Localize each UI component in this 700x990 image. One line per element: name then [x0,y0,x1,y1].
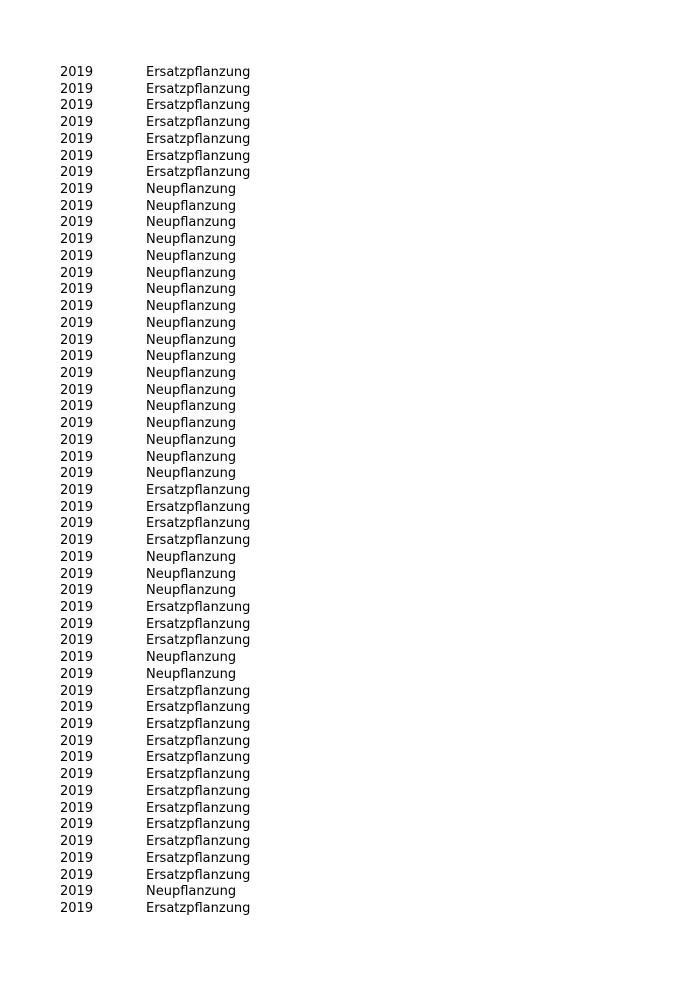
planting-type-cell: Neupflanzung [146,583,237,599]
table-row [0,533,700,550]
planting-type-cell: Ersatzpflanzung [146,867,251,883]
table-row [0,483,700,500]
planting-type-cell: Neupflanzung [146,282,237,298]
planting-table [0,65,700,918]
table-row [0,784,700,801]
planting-type-cell: Ersatzpflanzung [146,165,251,181]
year-cell: 2019 [60,416,94,432]
year-cell: 2019 [60,248,94,264]
table-row [0,182,700,199]
year-cell: 2019 [60,265,94,281]
table-row [0,550,700,567]
year-cell: 2019 [60,783,94,799]
year-cell: 2019 [60,700,94,716]
table-row [0,282,700,299]
table-row [0,851,700,868]
year-cell: 2019 [60,198,94,214]
table-row [0,82,700,99]
year-cell: 2019 [60,382,94,398]
table-row [0,316,700,333]
planting-type-cell: Neupflanzung [146,449,237,465]
table-row [0,232,700,249]
planting-type-cell: Ersatzpflanzung [146,900,251,916]
planting-type-cell: Ersatzpflanzung [146,750,251,766]
table-row [0,583,700,600]
year-cell: 2019 [60,800,94,816]
year-cell: 2019 [60,867,94,883]
table-row [0,617,700,634]
table-row [0,767,700,784]
year-cell: 2019 [60,299,94,315]
planting-type-cell: Ersatzpflanzung [146,733,251,749]
year-cell: 2019 [60,482,94,498]
table-row [0,399,700,416]
planting-type-cell: Neupflanzung [146,566,237,582]
table-row [0,299,700,316]
year-cell: 2019 [60,349,94,365]
planting-type-cell: Neupflanzung [146,650,237,666]
planting-type-cell: Ersatzpflanzung [146,767,251,783]
planting-type-cell: Ersatzpflanzung [146,600,251,615]
planting-type-cell: Ersatzpflanzung [146,616,251,632]
year-cell: 2019 [60,650,94,666]
planting-type-cell: Neupflanzung [146,416,237,432]
table-row [0,717,700,734]
table-row [0,884,700,901]
table-row [0,801,700,818]
table-row [0,750,700,767]
table-row [0,416,700,433]
year-cell: 2019 [60,733,94,749]
year-cell: 2019 [60,499,94,515]
year-cell: 2019 [60,449,94,465]
year-cell: 2019 [60,365,94,381]
table-row [0,165,700,182]
year-cell: 2019 [60,131,94,147]
year-cell: 2019 [60,81,94,97]
table-row [0,333,700,350]
planting-type-cell: Neupflanzung [146,248,237,264]
planting-type-cell: Neupflanzung [146,265,237,281]
planting-type-cell: Neupflanzung [146,315,237,331]
planting-type-cell: Ersatzpflanzung [146,817,251,833]
table-row [0,567,700,584]
year-cell: 2019 [60,315,94,331]
planting-type-cell: Neupflanzung [146,884,237,900]
planting-type-cell: Ersatzpflanzung [146,115,251,131]
table-row [0,266,700,283]
table-row [0,901,700,918]
planting-type-cell: Neupflanzung [146,666,237,682]
year-cell: 2019 [60,282,94,298]
planting-type-cell: Neupflanzung [146,382,237,398]
table-row [0,667,700,684]
year-cell: 2019 [60,834,94,850]
planting-type-cell: Ersatzpflanzung [146,683,251,699]
planting-type-cell: Ersatzpflanzung [146,148,251,164]
table-row [0,65,700,82]
table-row [0,516,700,533]
table-row [0,817,700,834]
planting-type-cell: Ersatzpflanzung [146,516,251,532]
table-row [0,734,700,751]
year-cell: 2019 [60,616,94,632]
year-cell: 2019 [60,432,94,448]
table-row [0,215,700,232]
planting-type-cell: Ersatzpflanzung [146,533,251,549]
year-cell: 2019 [60,600,94,615]
planting-type-cell: Ersatzpflanzung [146,800,251,816]
table-row [0,466,700,483]
planting-type-cell: Neupflanzung [146,215,237,231]
table-row [0,600,700,617]
year-cell: 2019 [60,850,94,866]
planting-type-cell: Neupflanzung [146,432,237,448]
table-row [0,500,700,517]
planting-type-cell: Neupflanzung [146,399,237,415]
year-cell: 2019 [60,182,94,198]
year-cell: 2019 [60,750,94,766]
table-row [0,684,700,701]
year-cell: 2019 [60,533,94,549]
table-row [0,98,700,115]
table-row [0,349,700,366]
table-row [0,366,700,383]
planting-type-cell: Neupflanzung [146,549,237,565]
planting-type-cell: Ersatzpflanzung [146,81,251,97]
year-cell: 2019 [60,399,94,415]
year-cell: 2019 [60,767,94,783]
planting-type-cell: Ersatzpflanzung [146,482,251,498]
year-cell: 2019 [60,516,94,532]
planting-type-cell: Ersatzpflanzung [146,633,251,649]
table-row [0,149,700,166]
year-cell: 2019 [60,583,94,599]
year-cell: 2019 [60,232,94,248]
table-row [0,700,700,717]
table-row [0,199,700,216]
planting-type-cell: Ersatzpflanzung [146,783,251,799]
planting-type-cell: Ersatzpflanzung [146,98,251,114]
table-row [0,383,700,400]
table-row [0,450,700,467]
table-row [0,132,700,149]
planting-type-cell: Ersatzpflanzung [146,65,251,80]
year-cell: 2019 [60,332,94,348]
planting-type-cell: Neupflanzung [146,365,237,381]
planting-type-cell: Ersatzpflanzung [146,131,251,147]
year-cell: 2019 [60,566,94,582]
year-cell: 2019 [60,215,94,231]
year-cell: 2019 [60,884,94,900]
table-row [0,633,700,650]
year-cell: 2019 [60,148,94,164]
table-row [0,834,700,851]
planting-type-cell: Neupflanzung [146,332,237,348]
planting-type-cell: Ersatzpflanzung [146,834,251,850]
table-row [0,868,700,885]
year-cell: 2019 [60,98,94,114]
year-cell: 2019 [60,65,94,80]
year-cell: 2019 [60,466,94,482]
planting-type-cell: Neupflanzung [146,299,237,315]
year-cell: 2019 [60,115,94,131]
table-row [0,433,700,450]
table-row [0,249,700,266]
planting-type-cell: Ersatzpflanzung [146,700,251,716]
year-cell: 2019 [60,717,94,733]
year-cell: 2019 [60,165,94,181]
planting-type-cell: Neupflanzung [146,198,237,214]
planting-type-cell: Neupflanzung [146,466,237,482]
planting-type-cell: Neupflanzung [146,182,237,198]
year-cell: 2019 [60,817,94,833]
year-cell: 2019 [60,633,94,649]
year-cell: 2019 [60,900,94,916]
table-row [0,650,700,667]
year-cell: 2019 [60,683,94,699]
planting-type-cell: Neupflanzung [146,349,237,365]
planting-type-cell: Ersatzpflanzung [146,717,251,733]
year-cell: 2019 [60,549,94,565]
planting-type-cell: Neupflanzung [146,232,237,248]
planting-type-cell: Ersatzpflanzung [146,499,251,515]
planting-type-cell: Ersatzpflanzung [146,850,251,866]
table-row [0,115,700,132]
year-cell: 2019 [60,666,94,682]
